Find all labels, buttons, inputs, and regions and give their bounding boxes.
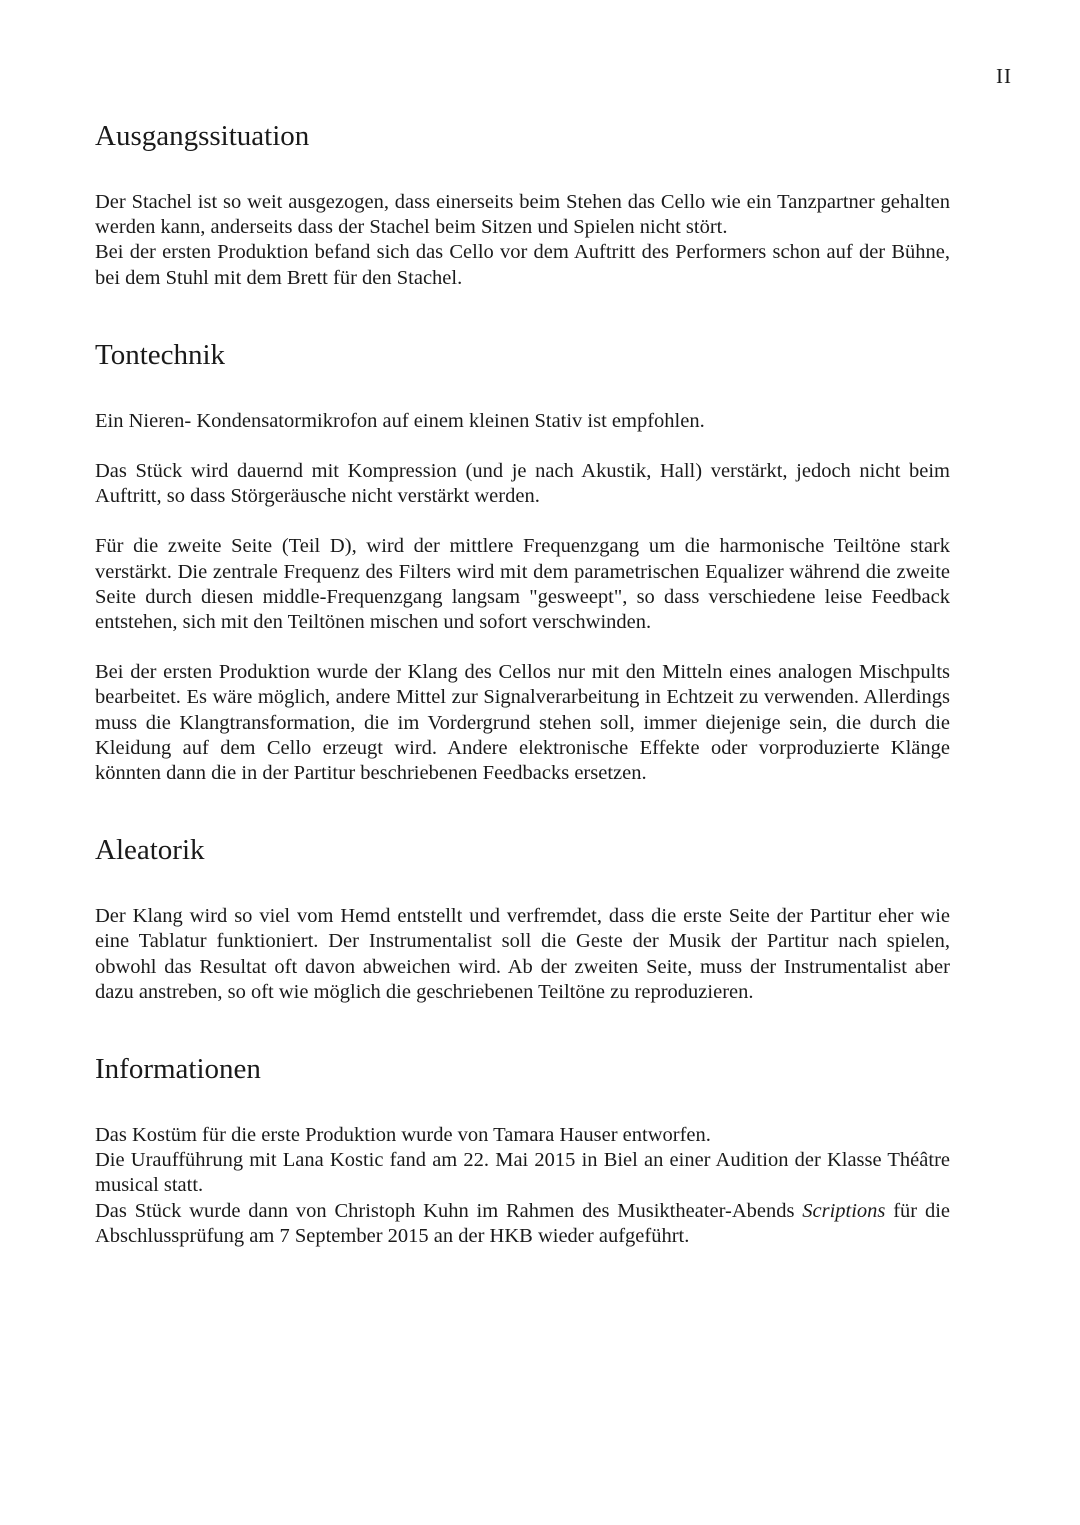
section-ausgangssituation [95,114,950,291]
section-informationen [95,1047,950,1249]
paragraph: Der Klang wird so viel vom Hemd entstellt und verfremdet, dass die erste Seite der Partitur eher wie eine Tablatur funktioniert. Der Instrumentalist soll die Geste der Musik der Partitur nach spielen, obwohl das Resultat oft davon abweichen wird. Ab der zweiten Seite, muss der Instrumentalist aber dazu anstreben, so oft wie möglich die geschriebenen Teiltöne zu reproduzieren. [95,905,950,1003]
paragraph: Die Uraufführung mit Lana Kostic fand am 22. Mai 2015 in Biel an einer Audition der Klasse Théâtre musical statt. [95,1149,950,1197]
paragraph: Das Kostüm für die erste Produktion wurde von Tamara Hauser entworfen. [95,1124,711,1147]
section-tontechnik [95,333,950,786]
paragraph: Der Stachel ist so weit ausgezogen, dass einerseits beim Stehen das Cello wie ein Tanzpartner gehalten werden kann, anderseits dass der Stachel beim Sitzen und Spielen nicht stört. [95,191,950,239]
section-heading: Tontechnik [95,338,226,371]
paragraph: Ein Nieren- Kondensatormikrofon auf einem kleinen Stativ ist empfohlen. [95,409,705,432]
section-heading: Informationen [95,1053,261,1086]
paragraph [95,1199,950,1249]
section-heading: Aleatorik [95,834,205,867]
paragraph: Bei der ersten Produktion wurde der Klang des Cellos nur mit den Mitteln eines analogen Mischpults bearbeitet. Es wäre möglich, andere Mittel zur Signalverarbeitung in Echtzeit zu verwenden. Allerdings muss die Klangtransformation, die im Vordergrund stehen soll, immer diejenige sein, die durch die Kleidung auf dem Cello erzeugt wird. Andere elektronische Effekte oder vorproduzierte Klänge könnten dann die in der Partitur beschriebenen Feedbacks ersetzen. [95,661,950,785]
section-aleatorik [95,828,950,1005]
paragraph: Für die zweite Seite (Teil D), wird der mittlere Frequenzgang um die harmonische Teiltöne stark verstärkt. Die zentrale Frequenz des Filters wird mit dem parametrischen Equalizer während die zweite Seite durch diesen middle-Frequenzgang langsam "gesweept", so dass verschiedene leise Feedback entstehen, sich mit den Teiltönen mischen und sofort verschwinden. [95,535,950,634]
document-body [95,114,950,1291]
work-title: Scriptions [802,1199,886,1222]
paragraph: Bei der ersten Produktion befand sich das Cello vor dem Auftritt des Performers schon auf der Bühne, bei dem Stuhl mit dem Brett für den Stachel. [95,241,950,289]
section-heading: Ausgangssituation [95,120,310,152]
text-run: für die Abschlussprüfung am 7 September 2015 an der HKB wieder aufgeführt. [95,1199,950,1247]
text-run: Das Stück wurde dann von Christoph Kuhn im Rahmen des Musiktheater-Abends [95,1199,803,1222]
paragraph: Das Stück wird dauernd mit Kompression (und je nach Akustik, Hall) verstärkt, jedoch nicht beim Auftritt, so dass Störgeräusche nicht verstärkt werden. [95,460,950,508]
page-number: II [996,64,1012,88]
